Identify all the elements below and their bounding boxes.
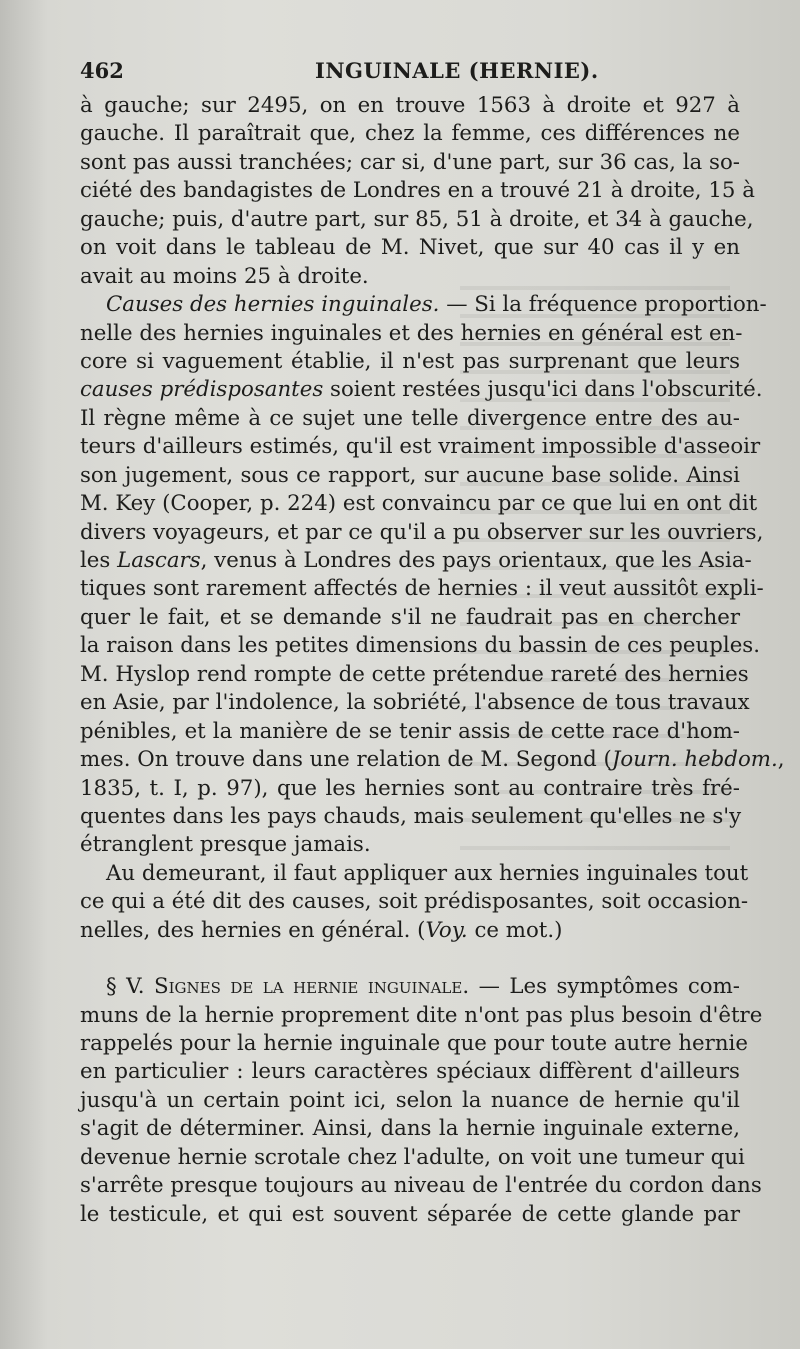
page-header — [80, 58, 740, 90]
text-line: pénibles, et la manière de se tenir assis de cette race d'hom- — [80, 718, 740, 744]
text-line: teurs d'ailleurs estimés, qu'il est vraiment impossible d'asseoir — [80, 434, 761, 460]
text-line: devenue hernie scrotale chez l'adulte, on voit une tumeur qui — [80, 1144, 745, 1170]
text-line — [80, 547, 752, 575]
section-title: Signes de la hernie inguinale. — [154, 974, 470, 1000]
text-span: , venus à Londres des pays orientaux, que les Asia- — [200, 548, 752, 573]
text-line: ciété des bandagistes de Londres en a trouvé 21 à droite, 15 à — [80, 178, 755, 204]
text-line: divers voyageurs, et par ce qu'il a pu observer sur les ouvriers, — [80, 519, 764, 545]
text-line: gauche; puis, d'autre part, sur 85, 51 à droite, et 34 à gauche, — [80, 206, 754, 232]
text-line: s'arrête presque toujours au niveau de l'entrée du cordon dans — [80, 1173, 762, 1199]
italic-term: Voy. — [425, 917, 468, 943]
text-line: en particulier : leurs caractères spéciaux diffèrent d'ailleurs — [80, 1059, 740, 1085]
section-heading-italic: Causes des hernies inguinales. — [106, 292, 440, 318]
text-span: les — [80, 548, 118, 573]
text-span: , — [777, 747, 785, 773]
text-line: muns de la hernie proprement dite n'ont pas plus besoin d'être — [80, 1002, 763, 1028]
text-line — [80, 746, 785, 774]
text-line: son jugement, sous ce rapport, sur aucune base solide. Ainsi — [80, 462, 740, 488]
text-span: — Les symptômes com- — [469, 974, 741, 1000]
text-span: ce mot.) — [467, 917, 563, 943]
text-line: sont pas aussi tranchées; car si, d'une part, sur 36 cas, la so- — [80, 149, 740, 175]
text-line: rappelés pour la hernie inguinale que pour toute autre hernie — [80, 1031, 748, 1056]
text-line: quer le fait, et se demande s'il ne faudrait pas en chercher — [80, 604, 740, 630]
text-span: soient restées jusqu'ici dans l'obscurité. — [323, 377, 763, 403]
text-line: Il règne même à ce sujet une telle divergence entre des au- — [80, 405, 740, 431]
page-number: 462 — [80, 58, 124, 83]
italic-term: causes prédisposantes — [80, 377, 324, 403]
text-line: nelle des hernies inguinales et des hernies en général est en- — [80, 320, 743, 346]
italic-term: Lascars — [117, 548, 201, 573]
running-head: INGUINALE (HERNIE). — [315, 58, 599, 83]
text-line: s'agit de déterminer. Ainsi, dans la hernie inguinale externe, — [80, 1116, 740, 1142]
text-line: la raison dans les petites dimensions du bassin de ces peuples. — [80, 633, 761, 659]
section-gap — [80, 945, 740, 973]
text-line — [80, 973, 740, 1001]
text-line: Au demeurant, il faut appliquer aux hernies inguinales tout — [106, 860, 749, 886]
text-span: — Si la fréquence proportion- — [439, 292, 767, 318]
text-line: quentes dans les pays chauds, mais seulement qu'elles ne s'y — [80, 803, 742, 829]
text-line — [80, 376, 763, 404]
text-line: ce qui a été dit des causes, soit prédisposantes, soit occasion- — [80, 889, 749, 915]
section-mark: § V. — [106, 974, 155, 1000]
text-line: on voit dans le tableau de M. Nivet, que sur 40 cas il y en — [80, 235, 740, 261]
text-line: en Asie, par l'indolence, la sobriété, l'absence de tous travaux — [80, 690, 750, 716]
text-line — [80, 291, 767, 319]
text-span: mes. On trouve dans une relation de M. Segond ( — [80, 747, 612, 773]
text-line: core si vaguement établie, il n'est pas surprenant que leurs — [80, 348, 740, 374]
text-line: tiques sont rarement affectés de hernies : il veut aussitôt expli- — [80, 576, 764, 602]
text-line — [80, 917, 740, 945]
text-line: à gauche; sur 2495, on en trouve 1563 à droite et 927 à — [80, 93, 740, 118]
text-span: nelles, des hernies en général. ( — [80, 917, 426, 943]
text-line: le testicule, et qui est souvent séparée de cette glande par — [80, 1201, 740, 1227]
text-line: M. Key (Cooper, p. 224) est convaincu par ce que lui en ont dit — [80, 491, 758, 517]
text-line: gauche. Il paraîtrait que, chez la femme, ces différences ne — [80, 121, 740, 147]
text-line: étranglent presque jamais. — [80, 832, 371, 858]
text-line: avait au moins 25 à droite. — [80, 263, 369, 289]
text-line: 1835, t. I, p. 97), que les hernies sont au contraire très fré- — [80, 775, 740, 801]
italic-citation: Journ. hebdom. — [611, 747, 778, 773]
body-text — [80, 92, 785, 1229]
text-line: M. Hyslop rend rompte de cette prétendue rareté des hernies — [80, 661, 749, 687]
text-line: jusqu'à un certain point ici, selon la nuance de hernie qu'il — [80, 1087, 740, 1113]
